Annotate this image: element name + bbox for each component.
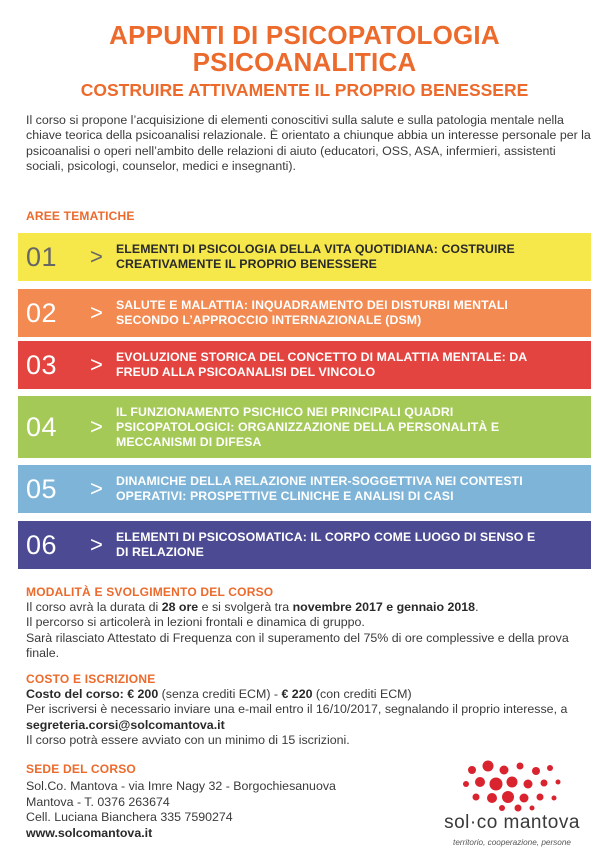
chevron-right-icon: > bbox=[90, 352, 103, 377]
topic-number: 04 bbox=[26, 411, 58, 442]
logo-dot bbox=[520, 794, 529, 803]
chevron-right-icon: > bbox=[90, 414, 103, 439]
price-value: € 220 bbox=[281, 687, 313, 701]
text-run: (con crediti ECM) bbox=[312, 687, 412, 701]
topic-text-line: DINAMICHE DELLA RELAZIONE INTER-SOGGETTIVA NEI CONTESTI bbox=[116, 474, 523, 488]
logo-dot bbox=[556, 780, 561, 785]
logo-dot bbox=[473, 794, 480, 801]
modalita-line bbox=[26, 600, 592, 615]
topic-number: 02 bbox=[26, 297, 58, 328]
topic-number: 03 bbox=[26, 349, 58, 380]
logo-dot bbox=[468, 766, 476, 774]
title-line-1: APPUNTI DI PSICOPATOLOGIA bbox=[109, 20, 500, 50]
topic-text-line: EVOLUZIONE STORICA DEL CONCETTO DI MALATTIA MENTALE: DA bbox=[116, 350, 528, 364]
topic-item bbox=[18, 396, 591, 458]
topic-number: 05 bbox=[26, 473, 58, 504]
modalita-line: Sarà rilasciato Attestato di Frequenza con il superamento del 75% di ore complessive e della prova finale. bbox=[26, 630, 569, 660]
logo-dot bbox=[524, 780, 533, 789]
address-line: Sol.Co. Mantova - via Imre Nagy 32 - Borgochiesanuova bbox=[26, 779, 336, 793]
modalita-body bbox=[26, 600, 592, 661]
logo-name: sol·co mantova bbox=[444, 812, 580, 833]
costo-line bbox=[26, 687, 592, 702]
logo-dot bbox=[507, 777, 518, 788]
topic-text bbox=[116, 350, 591, 380]
topic-text-line: CREATIVAMENTE IL PROPRIO BENESSERE bbox=[116, 257, 377, 271]
address-line: Mantova - T. 0376 263674 bbox=[26, 794, 170, 809]
topic-text bbox=[116, 242, 591, 272]
text-run: . bbox=[475, 600, 479, 614]
logo-dot bbox=[515, 805, 522, 812]
topic-text bbox=[116, 474, 591, 504]
topic-text-line: SALUTE E MALATTIA: INQUADRAMENTO DEI DISTURBI MENTALI bbox=[116, 298, 508, 312]
chevron-right-icon: > bbox=[90, 532, 103, 557]
topic-text-line: IL FUNZIONAMENTO PSICHICO NEI PRINCIPALI QUADRI bbox=[116, 404, 454, 419]
chevron-right-icon: > bbox=[90, 476, 103, 501]
topic-number: 01 bbox=[26, 241, 58, 272]
sede-heading: SEDE DEL CORSO bbox=[26, 762, 136, 776]
price-value: Costo del corso: € 200 bbox=[26, 687, 159, 701]
topic-number: 06 bbox=[26, 529, 58, 560]
topic-item bbox=[18, 233, 591, 281]
logo-dot bbox=[499, 805, 505, 811]
costo-heading: COSTO E ISCRIZIONE bbox=[26, 672, 156, 686]
text-run: Il corso avrà la durata di bbox=[26, 600, 162, 614]
topic-item bbox=[18, 289, 591, 337]
logo-tagline: territorio, cooperazione, persone bbox=[453, 838, 571, 847]
logo-dot bbox=[517, 763, 524, 770]
topic-text-line: PSICOPATOLOGICI: ORGANIZZAZIONE DELLA PERSONALITÀ E bbox=[116, 419, 500, 434]
logo-dot bbox=[502, 791, 514, 803]
logo-dot bbox=[532, 767, 540, 775]
logo-dot bbox=[547, 765, 553, 771]
logo-dot bbox=[487, 793, 497, 803]
logo-dot bbox=[541, 780, 548, 787]
chevron-right-icon: > bbox=[90, 300, 103, 325]
solco-logo bbox=[432, 760, 592, 855]
period-value: novembre 2017 e gennaio 2018 bbox=[292, 600, 476, 614]
text-run: e si svolgerà tra bbox=[198, 600, 293, 614]
phone-line: Cell. Luciana Bianchera 335 7590274 bbox=[26, 810, 233, 825]
website-link[interactable]: www.solcomantova.it bbox=[26, 825, 153, 840]
logo-dot bbox=[490, 778, 503, 791]
topic-text bbox=[116, 298, 591, 328]
page-subtitle: COSTRUIRE ATTIVAMENTE IL PROPRIO BENESSERE bbox=[80, 80, 529, 100]
modalita-line: Il percorso si articolerà in lezioni frontali e dinamica di gruppo. bbox=[26, 615, 365, 630]
topic-item bbox=[18, 521, 591, 569]
costo-body bbox=[26, 687, 592, 748]
title-line-2: PSICOANALITICA bbox=[192, 47, 417, 77]
topic-item bbox=[18, 465, 591, 513]
dots-logo-icon bbox=[432, 760, 592, 812]
sede-body bbox=[26, 779, 336, 841]
modalita-heading: MODALITÀ E SVOLGIMENTO DEL CORSO bbox=[26, 585, 274, 599]
topic-text-line: ELEMENTI DI PSICOLOGIA DELLA VITA QUOTIDIANA: COSTRUIRE bbox=[116, 242, 515, 256]
topic-text bbox=[116, 405, 591, 450]
logo-dot bbox=[463, 781, 469, 787]
topics-heading: AREE TEMATICHE bbox=[26, 209, 135, 223]
logo-dot bbox=[500, 766, 509, 775]
text-run: (senza crediti ECM) - bbox=[158, 687, 282, 701]
topic-text-line: FREUD ALLA PSICOANALISI DEL VINCOLO bbox=[116, 365, 376, 379]
intro-paragraph: Il corso si propone l’acquisizione di elementi conoscitivi sulla salute e sulla patologia mentale nella chiave teorica della psicoanalisi relazionale. È orientato a chiunque abbia un interesse personale per la psicoanalisi o operi nell’ambito delle relazioni di aiuto (educatori, OSS, ASA, infermieri, assistenti sociali, psicologi, counselor, medici e insegnanti). bbox=[26, 113, 591, 174]
costo-line: Il corso potrà essere avviato con un minimo di 15 iscrizioni. bbox=[26, 732, 350, 747]
topic-text-line: ELEMENTI DI PSICOSOMATICA: IL CORPO COME LUOGO DI SENSO E bbox=[116, 530, 536, 544]
hours-value: 28 ore bbox=[161, 600, 199, 614]
topic-item bbox=[18, 341, 591, 389]
logo-dot bbox=[475, 777, 485, 787]
topic-text-line: OPERATIVI: PROSPETTIVE CLINICHE E ANALISI DI CASI bbox=[116, 489, 454, 503]
logo-dot bbox=[483, 761, 494, 772]
topic-text-line: MECCANISMI DI DIFESA bbox=[116, 434, 262, 449]
logo-dot bbox=[530, 806, 535, 811]
page-header bbox=[0, 22, 609, 101]
topic-text-line: SECONDO L’APPROCCIO INTERNAZIONALE (DSM) bbox=[116, 313, 422, 327]
email-link[interactable]: segreteria.corsi@solcomantova.it bbox=[26, 717, 225, 732]
topic-text bbox=[116, 530, 591, 560]
costo-line bbox=[26, 702, 592, 733]
chevron-right-icon: > bbox=[90, 244, 103, 269]
logo-dot bbox=[537, 794, 544, 801]
logo-dot bbox=[552, 796, 557, 801]
text-run: Per iscriversi è necessario inviare una e-mail entro il 16/10/2017, segnalando il proprio interesse, a bbox=[26, 702, 568, 717]
topic-text-line: DI RELAZIONE bbox=[116, 545, 204, 559]
page-title bbox=[0, 22, 609, 76]
